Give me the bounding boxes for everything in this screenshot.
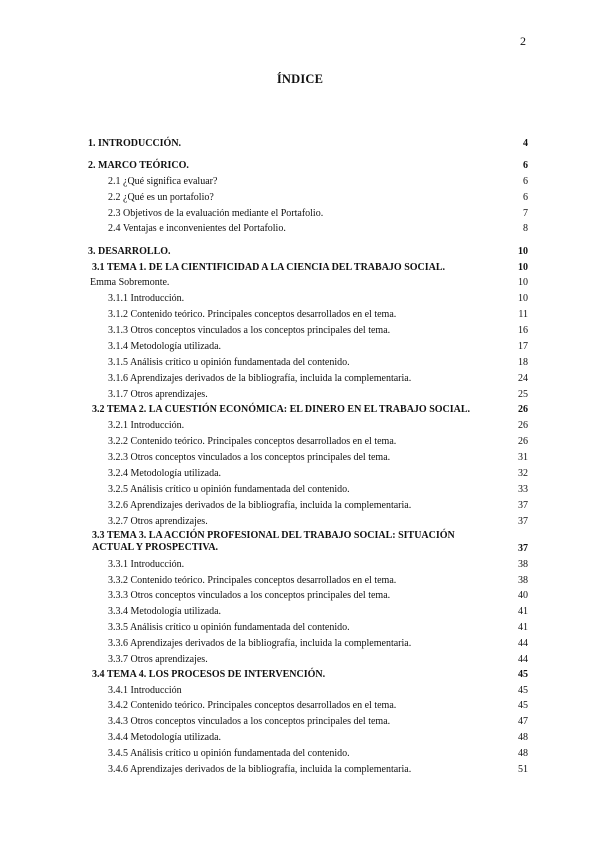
toc-entry-text: 3.3.2 Contenido teórico. Principales conceptos desarrollados en el tema. (108, 575, 397, 586)
toc-entry-text: 3.2.2 Contenido teórico. Principales conceptos desarrollados en el tema. (108, 436, 397, 447)
toc-entry-page: 11 (518, 309, 528, 320)
toc-entry-page: 8 (523, 223, 528, 234)
toc-entry-page: 37 (518, 543, 528, 554)
toc-entry-page: 45 (518, 685, 528, 696)
toc-entry[interactable] (88, 530, 528, 556)
toc-entry-page: 31 (518, 452, 528, 463)
toc-entry-text: 3.1.1 Introducción. (108, 293, 185, 304)
toc-entry-text: 3.3.1 Introducción. (108, 559, 185, 570)
toc-entry-page: 6 (523, 160, 528, 171)
toc-entry-text: 2.3 Objetivos de la evaluación mediante el Portafolio. (108, 208, 324, 219)
toc-entry-page: 45 (518, 669, 528, 680)
toc-entry-text: 3.3 TEMA 3. LA ACCIÓN PROFESIONAL DEL TRABAJO SOCIAL: SITUACIÓN ACTUAL Y PROSPECTIVA. (92, 530, 455, 553)
toc-entry-text: 3.4.1 Introducción (108, 685, 182, 696)
toc-entry-page: 7 (523, 208, 528, 219)
toc-entry-text: 3.4.4 Metodología utilizada. (108, 732, 222, 743)
toc-entry-text: 3.1.3 Otros conceptos vinculados a los conceptos principales del tema. (108, 325, 391, 336)
toc-entry-page: 10 (518, 277, 528, 288)
toc-entry-text: 2.1 ¿Qué significa evaluar? (108, 176, 218, 187)
toc-entry-page: 32 (518, 468, 528, 479)
toc-entry-text: 3. DESARROLLO. (88, 246, 171, 257)
toc-entry-page: 6 (523, 192, 528, 203)
toc-entry-page: 10 (518, 246, 528, 257)
toc-entry-page: 26 (518, 436, 528, 447)
toc-entry-page: 37 (518, 500, 528, 511)
toc-entry-page: 41 (518, 622, 528, 633)
toc-entry-text: 3.3.3 Otros conceptos vinculados a los conceptos principales del tema. (108, 590, 391, 601)
toc-entry-text: 3.3.5 Análisis crítico u opinión fundamentada del contenido. (108, 622, 350, 633)
toc-entry-page: 40 (518, 590, 528, 601)
toc-entry-page: 38 (518, 575, 528, 586)
toc-entry-page: 16 (518, 325, 528, 336)
toc-entry-text: 3.2.7 Otros aprendizajes. (108, 516, 208, 527)
toc-entry-page: 33 (518, 484, 528, 495)
toc-entry-text: 2. MARCO TEÓRICO. (88, 160, 189, 171)
toc-entry-page: 47 (518, 716, 528, 727)
toc-entry-page: 6 (523, 176, 528, 187)
toc-entry-text: 3.3.6 Aprendizajes derivados de la bibliografía, incluida la complementaria. (108, 638, 412, 649)
toc-entry-page: 24 (518, 373, 528, 384)
toc-entry-page: 10 (518, 262, 528, 273)
toc-entry-text: Emma Sobremonte. (90, 277, 170, 288)
toc-entry-text: 2.4 Ventajas e inconvenientes del Portafolio. (108, 223, 286, 234)
toc-entry-text: 3.2.1 Introducción. (108, 420, 185, 431)
toc-entry-text: 3.2.4 Metodología utilizada. (108, 468, 222, 479)
toc-entry-page: 38 (518, 559, 528, 570)
toc-entry-page: 4 (523, 138, 528, 149)
toc-entry-page: 44 (518, 638, 528, 649)
toc-entry-text: 3.4.2 Contenido teórico. Principales conceptos desarrollados en el tema. (108, 700, 397, 711)
toc-entry-text: 3.4.3 Otros conceptos vinculados a los conceptos principales del tema. (108, 716, 391, 727)
toc-entry-page: 45 (518, 700, 528, 711)
toc-entry-text: 3.2 TEMA 2. LA CUESTIÓN ECONÓMICA: EL DINERO EN EL TRABAJO SOCIAL. (92, 404, 471, 415)
toc-entry-page: 17 (518, 341, 528, 352)
toc-entry-page: 26 (518, 420, 528, 431)
toc-entry-text: 3.1.6 Aprendizajes derivados de la bibliografía, incluida la complementaria. (108, 373, 412, 384)
toc-entry-page: 10 (518, 293, 528, 304)
toc-entry-text: 3.1.5 Análisis crítico u opinión fundamentada del contenido. (108, 357, 350, 368)
toc-entry-text: 3.3.7 Otros aprendizajes. (108, 654, 208, 665)
toc-entry-page: 37 (518, 516, 528, 527)
toc-entry-page: 18 (518, 357, 528, 368)
toc-entry-text: 3.4.6 Aprendizajes derivados de la bibliografía, incluida la complementaria. (108, 764, 412, 775)
toc-entry-text: 3.1.2 Contenido teórico. Principales conceptos desarrollados en el tema. (108, 309, 397, 320)
toc-entry-page: 51 (518, 764, 528, 775)
toc-entry-text: 1. INTRODUCCIÓN. (88, 138, 182, 149)
toc-entry-text: 3.2.6 Aprendizajes derivados de la bibliografía, incluida la complementaria. (108, 500, 412, 511)
toc-entry-page: 44 (518, 654, 528, 665)
toc-entry-text: 3.2.3 Otros conceptos vinculados a los conceptos principales del tema. (108, 452, 391, 463)
page-title: ÍNDICE (276, 72, 324, 86)
toc-entry-page: 48 (518, 748, 528, 759)
toc-entry-text: 3.2.5 Análisis crítico u opinión fundamentada del contenido. (108, 484, 350, 495)
toc-entry-text: 3.4.5 Análisis crítico u opinión fundamentada del contenido. (108, 748, 350, 759)
toc-entry-page: 41 (518, 606, 528, 617)
toc-entry-page: 25 (518, 389, 528, 400)
toc-entry-page: 48 (518, 732, 528, 743)
toc-entry-text: 2.2 ¿Qué es un portafolio? (108, 192, 214, 203)
toc-entry-text: 3.4 TEMA 4. LOS PROCESOS DE INTERVENCIÓN. (92, 669, 326, 680)
toc-entry-text: 3.3.4 Metodología utilizada. (108, 606, 222, 617)
page-number: 2 (520, 34, 526, 48)
toc-entry-text: 3.1.7 Otros aprendizajes. (108, 389, 208, 400)
toc-entry-text: 3.1 TEMA 1. DE LA CIENTIFICIDAD A LA CIENCIA DEL TRABAJO SOCIAL. (92, 262, 446, 273)
toc-entry-page: 26 (518, 404, 528, 415)
toc-entry-text: 3.1.4 Metodología utilizada. (108, 341, 222, 352)
